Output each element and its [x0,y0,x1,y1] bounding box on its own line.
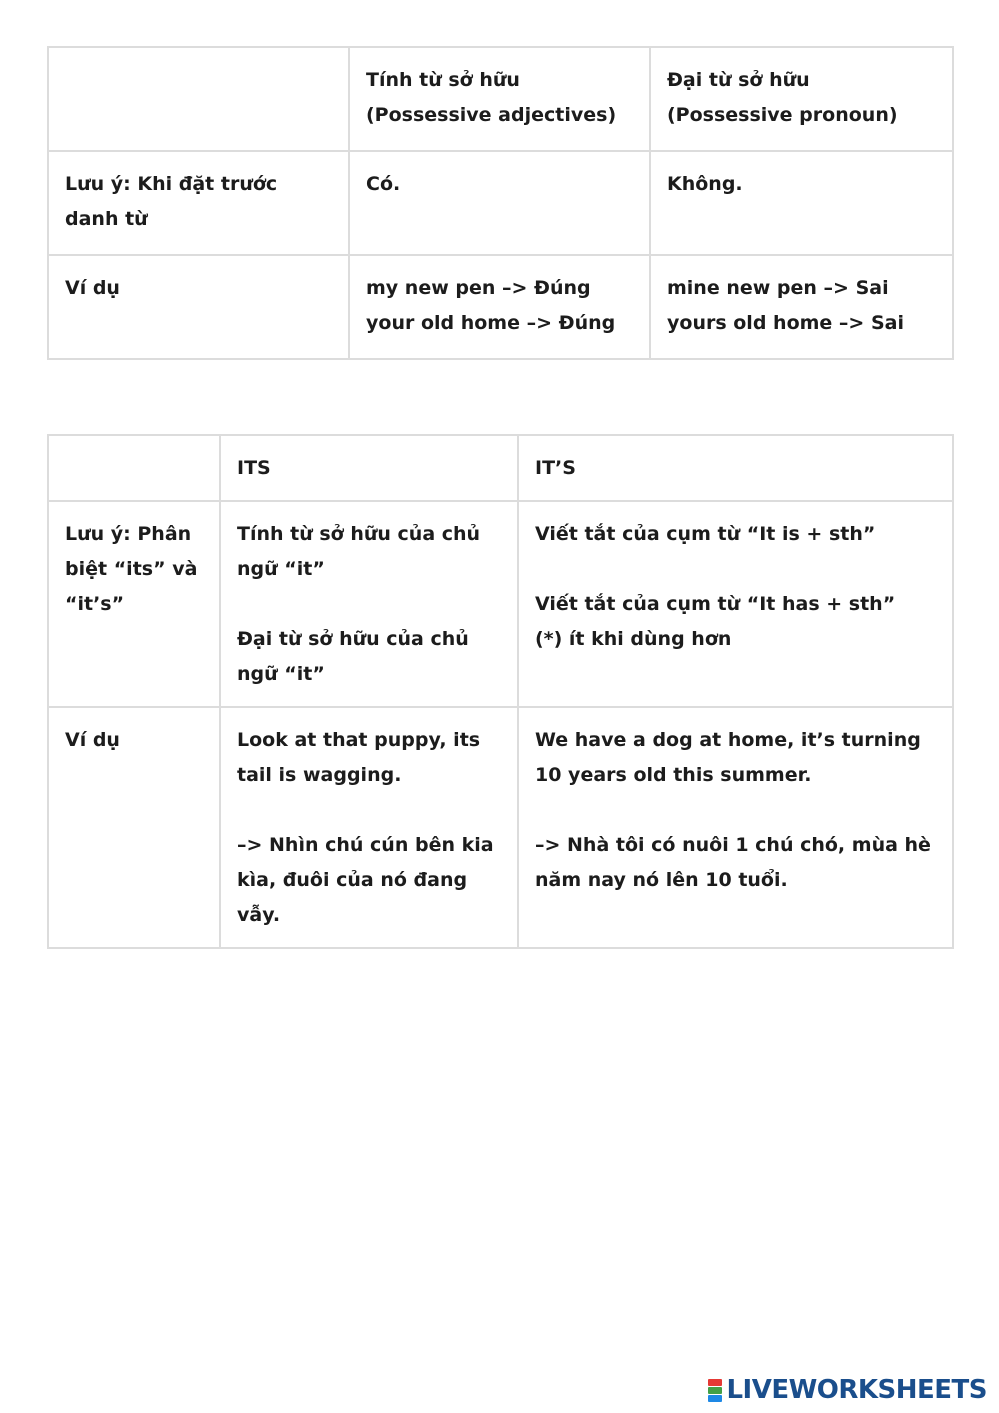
table-cell [518,501,953,707]
table-row [48,151,953,255]
cell-paragraph: Viết tắt của cụm từ “It has + sth” [535,593,896,615]
row-label: Ví dụ [48,707,220,948]
header-cell-possessive-pronoun: Đại từ sở hữu (Possessive pronoun) [650,47,953,151]
header-cell-it-s: IT’S [518,435,953,501]
table-row [48,501,953,707]
example-line: yours old home –> Sai [667,312,904,334]
possessive-comparison-table [47,46,954,360]
liveworksheets-logo-icon [708,1379,722,1402]
table-cell [220,501,518,707]
header-cell-empty [48,47,349,151]
cell-paragraph: –> Nhìn chú cún bên kia kìa, đuôi của nó đang vẫy. [237,834,494,926]
cell-paragraph: We have a dog at home, it’s turning 10 years old this summer. [535,729,921,786]
example-line: your old home –> Đúng [366,312,616,334]
cell-paragraph: Đại từ sở hữu của chủ ngữ “it” [237,628,469,685]
table-row [48,707,953,948]
cell-paragraph: Tính từ sở hữu của chủ ngữ “it” [237,523,481,580]
example-line: mine new pen –> Sai [667,277,889,299]
header-cell-empty [48,435,220,501]
row-label: Ví dụ [48,255,349,359]
table-cell [349,255,650,359]
its-vs-its-table [47,434,954,949]
table-cell: Không. [650,151,953,255]
table-cell [650,255,953,359]
example-line: my new pen –> Đúng [366,277,591,299]
row-label: Lưu ý: Khi đặt trước danh từ [48,151,349,255]
table-cell [220,707,518,948]
table-header-row [48,47,953,151]
header-cell-its: ITS [220,435,518,501]
brand-name: LIVEWORKSHEETS [726,1375,987,1405]
cell-paragraph: Look at that puppy, its tail is wagging. [237,729,481,786]
liveworksheets-brand [708,1375,987,1405]
cell-paragraph: Viết tắt của cụm từ “It is + sth” [535,523,876,545]
row-label: Lưu ý: Phân biệt “its” và “it’s” [48,501,220,707]
cell-paragraph: (*) ít khi dùng hơn [535,628,732,650]
cell-paragraph: –> Nhà tôi có nuôi 1 chú chó, mùa hè năm nay nó lên 10 tuổi. [535,834,931,891]
table-cell: Có. [349,151,650,255]
header-cell-possessive-adjectives: Tính từ sở hữu (Possessive adjectives) [349,47,650,151]
table-row [48,255,953,359]
table-header-row [48,435,953,501]
table-cell [518,707,953,948]
